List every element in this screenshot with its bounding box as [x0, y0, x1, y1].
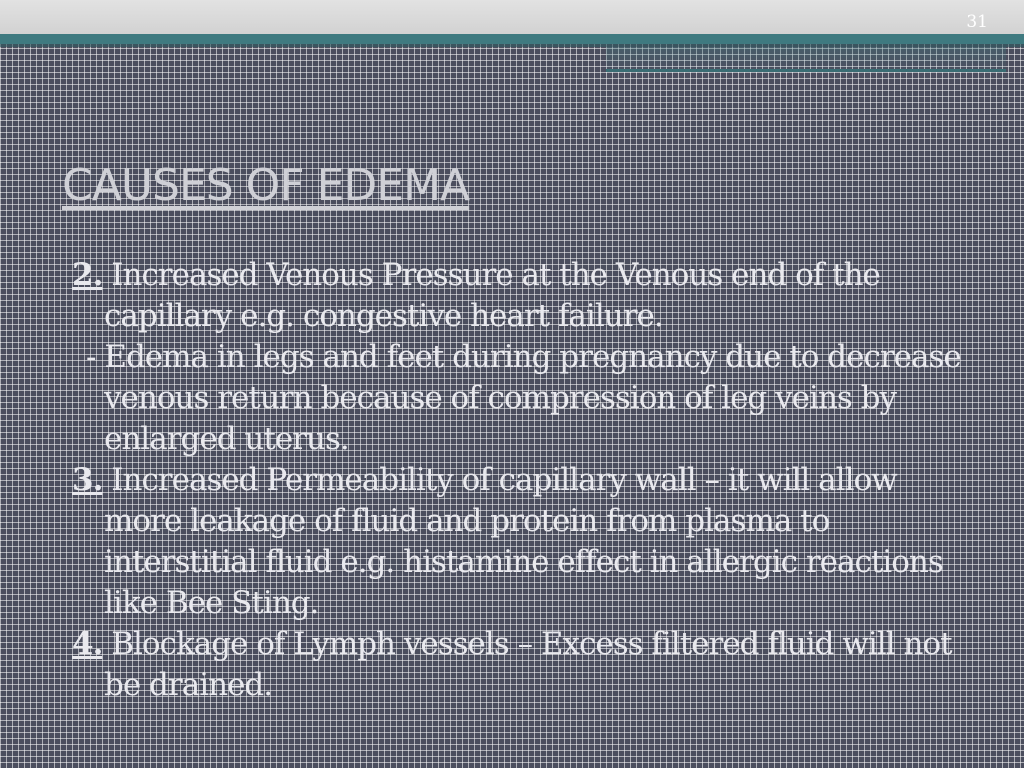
- point-number: 3.: [72, 462, 103, 498]
- top-bar: [0, 0, 1024, 34]
- point-2: [72, 255, 972, 337]
- accent-band: [0, 34, 1024, 44]
- point-number: 2.: [72, 257, 103, 293]
- sub-point-pregnancy: - Edema in legs and feet during pregnancy due to decrease venous return because of compression of leg veins by enlarged uterus.: [86, 339, 961, 457]
- point-number: 4.: [72, 626, 103, 662]
- point-text: Blockage of Lymph vessels – Excess filtered fluid will not be drained.: [102, 626, 952, 703]
- point-3: [72, 460, 972, 624]
- point-text: Increased Permeability of capillary wall – it will allow more leakage of fluid and protein from plasma to interstitial fluid e.g. histamine effect in allergic reactions like Bee Sting.: [102, 462, 943, 621]
- point-text: Increased Venous Pressure at the Venous end of the capillary e.g. congestive heart failure.: [102, 257, 880, 334]
- header-accent-strip: [606, 47, 1006, 72]
- slide-body: [72, 255, 972, 706]
- slide-number: 31: [966, 12, 988, 32]
- point-4: [72, 624, 972, 706]
- slide-title: CAUSES OF EDEMA: [62, 160, 470, 211]
